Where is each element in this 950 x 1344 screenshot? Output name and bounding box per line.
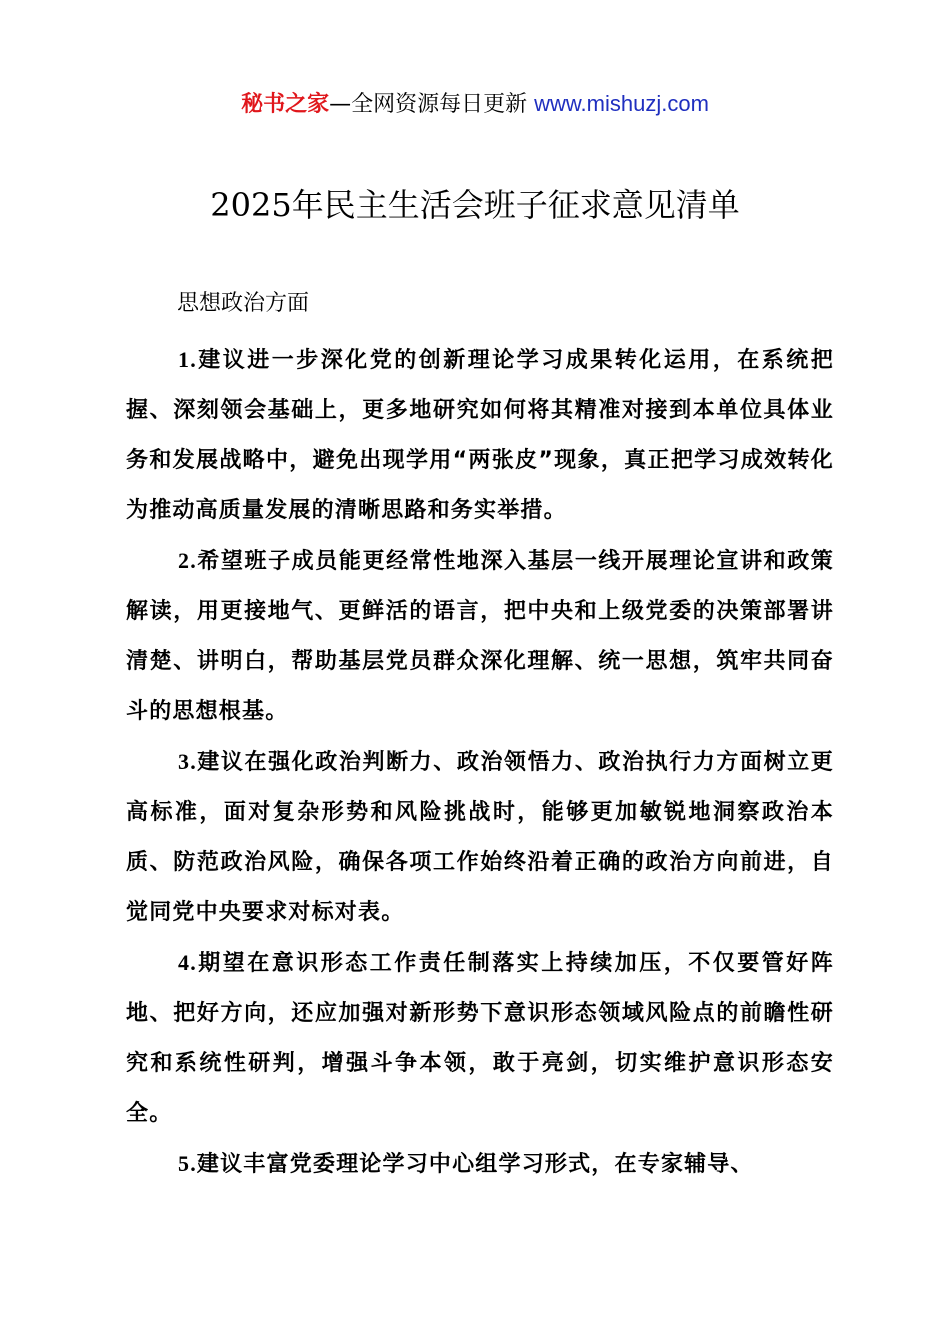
paragraph-text: 期望在意识形态工作责任制落实上持续加压，不仅要管好阵地、把好方向，还应加强对新形势下意识形态领域风险点的前瞻性研究和系统性研判，增强斗争本领，敢于亮剑，切实维护意识形态安全。: [126, 951, 834, 1126]
paragraph-item: [126, 536, 834, 737]
site-header: [0, 88, 950, 121]
document-body: [126, 335, 834, 1190]
document-title: 2025年民主生活会班子征求意见清单: [210, 186, 740, 224]
paragraph-text: 建议丰富党委理论学习中心组学习形式，在专家辅导、: [196, 1152, 754, 1177]
paragraph-number: 4.: [178, 950, 197, 975]
section-heading: 思想政治方面: [177, 291, 310, 316]
header-tagline: —全网资源每日更新: [329, 92, 535, 117]
paragraph-text: 希望班子成员能更经常性地深入基层一线开展理论宣讲和政策解读，用更接地气、更鲜活的语言，把中央和上级党委的决策部署讲清楚、讲明白，帮助基层党员群众深化理解、统一思想，筑牢共同奋斗的思想根基。: [126, 549, 834, 724]
paragraph-number: 1.: [178, 347, 197, 372]
paragraph-item: [126, 335, 834, 536]
paragraph-item: [126, 938, 834, 1139]
paragraph-text: 建议在强化政治判断力、政治领悟力、政治执行力方面树立更高标准，面对复杂形势和风险挑战时，能够更加敏锐地洞察政治本质、防范政治风险，确保各项工作始终沿着正确的政治方向前进，自觉同党中央要求对标对表。: [126, 750, 834, 925]
site-link[interactable]: www.mishuzj.com: [534, 91, 709, 116]
paragraph-item: [126, 737, 834, 938]
paragraph-item: [126, 1139, 834, 1190]
paragraph-text: 建议进一步深化党的创新理论学习成果转化运用，在系统把握、深刻领会基础上，更多地研究如何将其精准对接到本单位具体业务和发展战略中，避免出现学用“两张皮”现象，真正把学习成效转化为推动高质量发展的清晰思路和务实举措。: [126, 348, 834, 523]
paragraph-number: 2.: [178, 548, 197, 573]
paragraph-number: 3.: [178, 749, 197, 774]
brand-name: 秘书之家: [241, 92, 330, 117]
paragraph-number: 5.: [178, 1151, 197, 1176]
